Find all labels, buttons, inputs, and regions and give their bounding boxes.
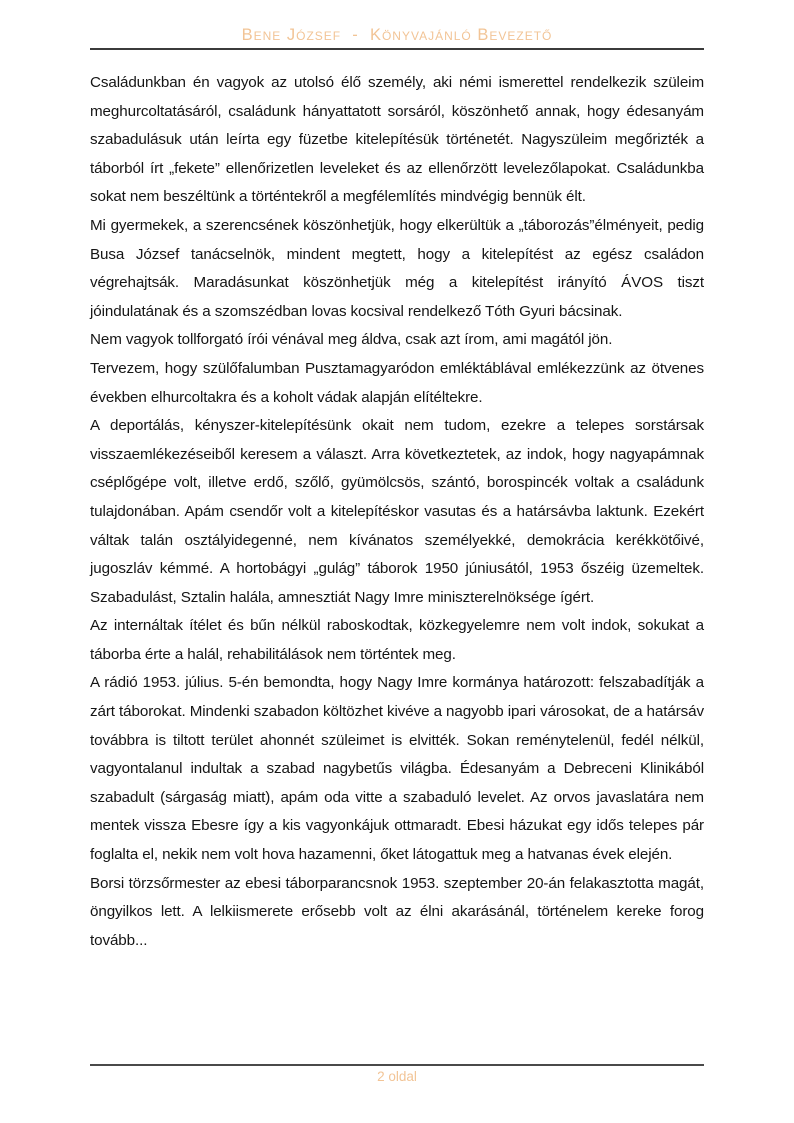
paragraph-3: Nem vagyok tollforgató írói vénával meg áldva, csak azt írom, ami magától jön. bbox=[90, 331, 613, 349]
paragraph-5: A deportálás, kényszer-kitelepítésünk okait nem tudom, ezekre a telepes sorstársak visszaemlékezéseiből keresem a választ. Arra következtetek, az indok, hogy nagyapámnak cséplőgépe volt, illetve erdő, szőlő, gyümölcsös, szántó, borospincék voltak a családunk tulajdonában. Apám csendőr volt a kitelepítéskor vasutas és a határsávba laktunk. Ezekért váltak talán osztályidegenné, nem kívánatos személyekké, demokrácia kerékkötőivé, jugoszláv kémmé. A hortobágyi „gulág” táborok 1950 júniusától, 1953 őszéig üzemeltek. Szabadulást, Sztalin halála, amnesztiát Nagy Imre miniszterelnöksége ígért. bbox=[90, 417, 704, 606]
page-header bbox=[90, 26, 704, 44]
footer-rule bbox=[90, 1064, 704, 1066]
header-title: Bene József - Könyvajánló Bevezető bbox=[241, 26, 553, 44]
header-rule bbox=[90, 48, 704, 50]
page-footer bbox=[90, 1069, 704, 1084]
paragraph-8: Borsi törzsőrmester az ebesi táborparancsnok 1953. szeptember 20-án felakasztotta magát, öngyilkos lett. A lelkiismerete erősebb volt az élni akarásánál, történelem kereke forog tovább... bbox=[90, 874, 704, 949]
paragraph-6: Az internáltak ítélet és bűn nélkül raboskodtak, közkegyelemre nem volt indok, sokukat a táborba érte a halál, rehabilitálások nem történtek meg. bbox=[90, 617, 704, 663]
paragraph-4: Tervezem, hogy szülőfalumban Pusztamagyaródon emléktáblával emlékezzünk az ötvenes években elhurcoltakra és a koholt vádak alapján elítéltekre. bbox=[90, 359, 704, 406]
page-number: 2 oldal bbox=[377, 1069, 417, 1084]
document-body bbox=[90, 69, 704, 955]
paragraph-7: A rádió 1953. július. 5-én bemondta, hogy Nagy Imre kormánya határozott: felszabadítják a zárt táborokat. Mindenki szabadon költözhet kivéve a nagyobb ipari városokat, de a határsáv továbbra is tiltott terület ahonnét szüleimet is elvitték. Sokan reménytelenül, fedél nélkül, vagyontalanul indultak a szabad nagybetűs világba. Édesanyám a Debreceni Klinikából szabadult (sárgaság miatt), apám oda vitte a szabaduló levelet. Az orvos javaslatára nem mentek vissza Ebesre így a kis vagyonkájuk ottmaradt. Ebesi házukat egy idős telepes pár foglalta el, nekik nem volt hova hazamenni, őket látogattuk meg a hatvanas évek elején. bbox=[90, 674, 704, 864]
paragraph-1: Családunkban én vagyok az utolsó élő személy, aki némi ismerettel rendelkezik szüleim meghurcoltatásáról, családunk hányattatott sorsáról, köszönhető annak, hogy édesanyám szabadulásuk után leírta egy füzetbe kitelepítésük történetét. Nagyszüleim megőrizték a táborból írt „fekete” ellenőrizetlen leveleket és az ellenőrzött levelezőlapokat. Családunkba sokat nem beszéltünk a történtekről a megfélemlítés mindvégig bennük élt. bbox=[90, 74, 704, 206]
paragraph-2: Mi gyermekek, a szerencsének köszönhetjük, hogy elkerültük a „táborozás”élményeit, pedig Busa József tanácselnök, mindent megtett, hogy a kitelepítést az egész családon végrehajtsák. Maradásunkat köszönhetjük még a kitelepítést irányító ÁVOS tiszt jóindulatának és a szomszédban lovas kocsival rendelkező Tóth Gyuri bácsinak. bbox=[90, 216, 704, 320]
